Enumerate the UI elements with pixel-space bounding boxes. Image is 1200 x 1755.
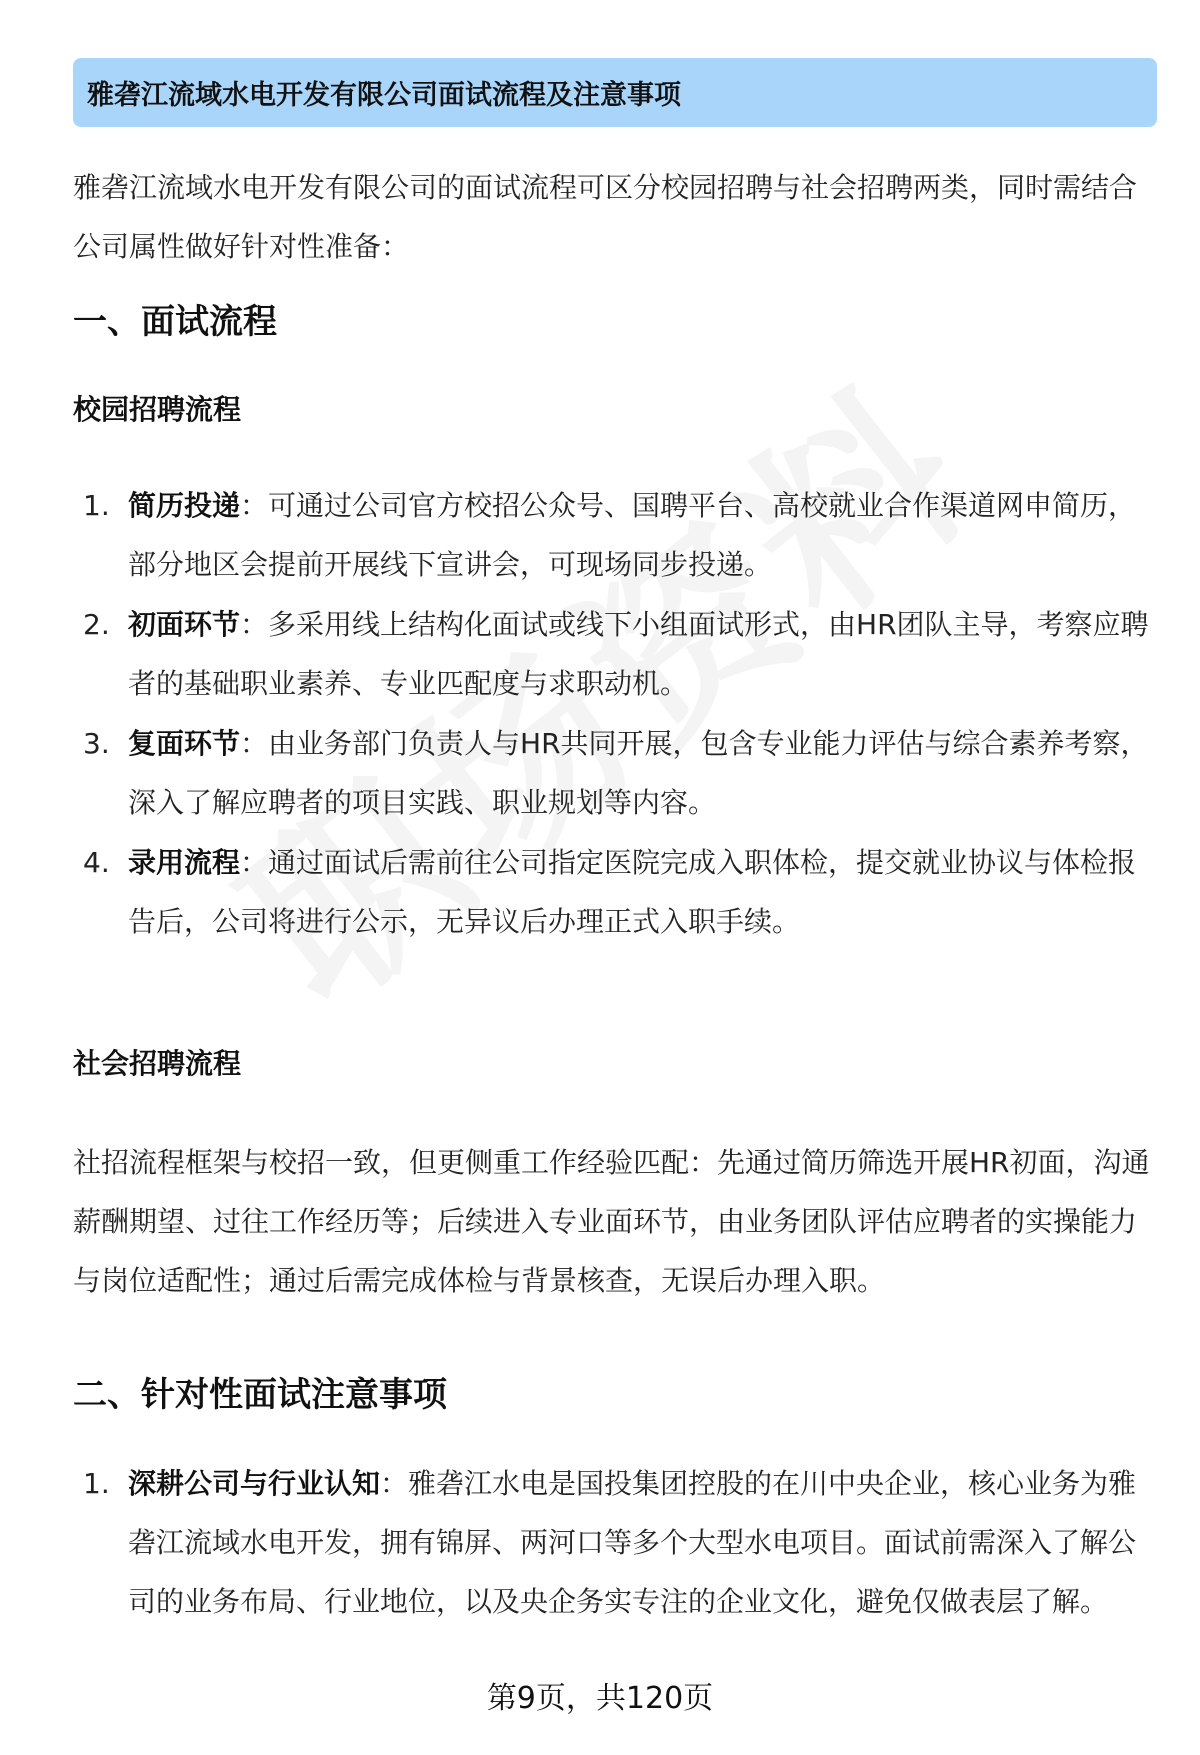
interview-tips-list [73,1454,1163,1632]
list-item [73,833,1163,951]
item-number: 1. [83,489,110,522]
social-paragraph: 社招流程框架与校招一致，但更侧重工作经验匹配：先通过简历筛选开展HR初面，沟通薪酬期望、过往工作经历等；后续进入专业面环节，由业务团队评估应聘者的实操能力与岗位适配性；通过后需完成体检与背景核查，无误后办理入职。 [73,1146,1150,1297]
item-text: ：雅砻江水电是国投集团控股的在川中央企业，核心业务为雅砻江流域水电开发，拥有锦屏、两河口等多个大型水电项目。面试前需深入了解公司的业务布局、行业地位，以及央企务实专注的企业文化，避免仅做表层了解。 [128,1467,1137,1618]
item-term: 复面环节 [128,727,241,760]
item-term: 简历投递 [128,489,241,522]
social-heading: 社会招聘流程 [73,1047,242,1080]
list-item [73,476,1163,594]
intro-paragraph: 雅砻江流域水电开发有限公司的面试流程可区分校园招聘与社会招聘两类，同时需结合公司属性做好针对性准备： [73,171,1138,263]
title-banner [73,58,1157,127]
section1-heading: 一、面试流程 [73,302,277,342]
item-term: 录用流程 [128,846,241,879]
list-item [73,714,1163,832]
item-text: ：可通过公司官方校招公众号、国聘平台、高校就业合作渠道网申简历，部分地区会提前开展线下宣讲会，可现场同步投递。 [128,489,1137,581]
item-number: 1. [83,1467,110,1500]
item-text: ：多采用线上结构化面试或线下小组面试形式，由HR团队主导，考察应聘者的基础职业素养、专业匹配度与求职动机。 [128,608,1149,700]
item-number: 4. [83,846,110,879]
item-number: 2. [83,608,110,641]
list-item [73,1454,1163,1631]
campus-heading: 校园招聘流程 [73,393,242,426]
item-term: 深耕公司与行业认知 [128,1467,381,1500]
document-title: 雅砻江流域水电开发有限公司面试流程及注意事项 [87,80,681,111]
item-text: ：由业务部门负责人与HR共同开展，包含专业能力评估与综合素养考察，深入了解应聘者的项目实践、职业规划等内容。 [128,727,1149,819]
list-item [73,595,1163,713]
section2-heading: 二、针对性面试注意事项 [73,1375,447,1415]
item-number: 3. [83,727,110,760]
item-text: ：通过面试后需前往公司指定医院完成入职体检，提交就业协议与体检报告后，公司将进行公示，无异议后办理正式入职手续。 [128,846,1137,938]
item-term: 初面环节 [128,608,241,641]
page-number: 第9页，共120页 [486,1681,714,1716]
campus-process-list [73,476,1163,952]
